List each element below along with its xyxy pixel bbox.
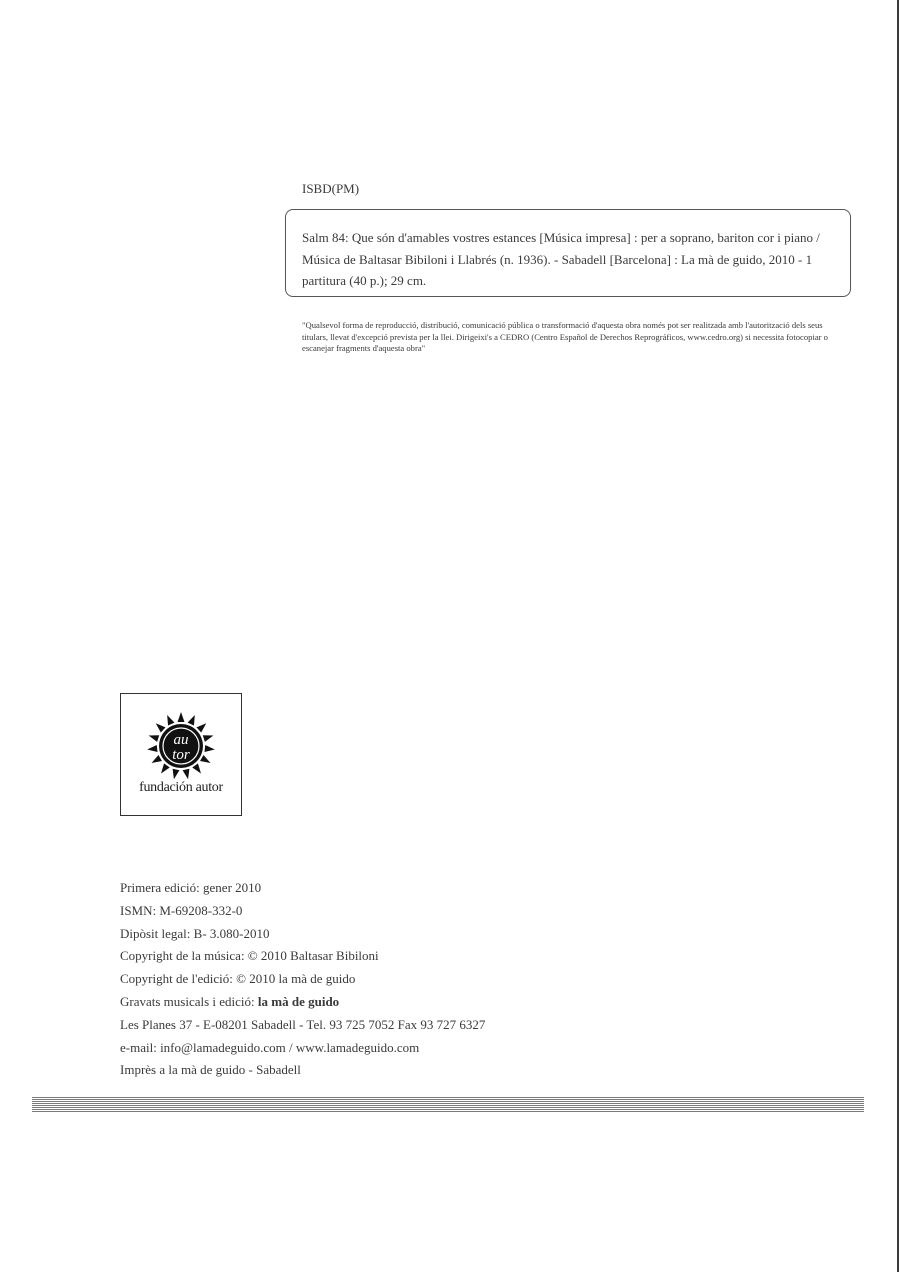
svg-text:au: au [173, 732, 189, 748]
page-edge-line [897, 0, 899, 1272]
isbd-heading: ISBD(PM) [302, 181, 360, 196]
imprint-block [120, 877, 720, 1082]
ismn: ISMN: M-69208-332-0 [120, 902, 243, 918]
address: Les Planes 37 - E-08201 Sabadell - Tel. 93 725 7052 Fax 93 727 6327 [120, 1016, 486, 1032]
engraving-prefix: Gravats musicals i edició: [120, 993, 258, 1009]
logo-name: fundación autor [139, 780, 223, 795]
sun-emblem-icon [145, 710, 217, 782]
svg-text:tor: tor [172, 747, 190, 763]
edition-copyright: Copyright de l'edició: © 2010 la mà de guido [120, 971, 356, 987]
music-copyright: Copyright de la música: © 2010 Baltasar Bibiloni [120, 948, 379, 964]
legal-deposit: Dipòsit legal: B- 3.080-2010 [120, 925, 270, 941]
contact: e-mail: info@lamadeguido.com / www.lamadeguido.com [120, 1039, 420, 1055]
decorative-rule-lines [32, 1097, 864, 1113]
publisher-name: la mà de guido [257, 993, 340, 1009]
printed-by: Imprès a la mà de guido - Sabadell [120, 1062, 301, 1078]
fundacion-autor-logo [120, 693, 242, 816]
legal-notice: "Qualsevol forma de reproducció, distribució, comunicació pública o transformació d'aquesta obra només pot ser realitzada amb l'autorització dels seus titulars, llevat d'excepció prevista per la llei. Dirigeixi's a CEDRO (Centro Español de Derechos Reprográficos, www.cedro.org) si necessita fotocopiar o escanejar fragments d'aquesta obra" [302, 320, 828, 353]
first-edition: Primera edició: gener 2010 [120, 880, 262, 895]
catalog-record-text: Salm 84: Que són d'amables vostres estances [Música impresa] : per a soprano, bariton cor i piano / Música de Baltasar Bibiloni i Llabrés (n. 1936). - Sabadell [Barcelona] : La mà de guido, 2010 - 1 partitura (40 p.); 29 cm. [302, 230, 820, 288]
engraving-line [120, 991, 720, 1014]
